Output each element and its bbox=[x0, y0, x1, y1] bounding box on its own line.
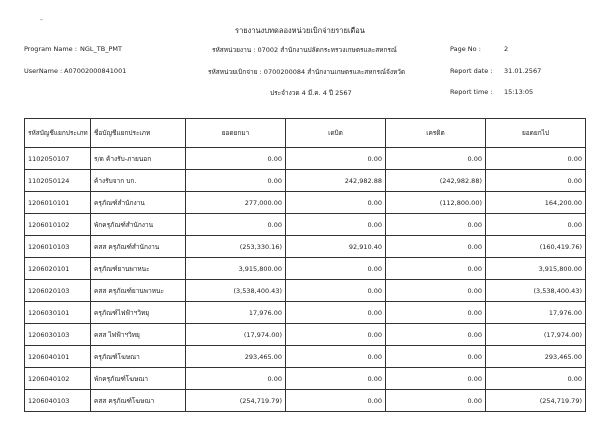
cell-account-code: 1206030101 bbox=[25, 302, 91, 324]
cell-credit: 0.00 bbox=[386, 324, 486, 346]
cell-debit: 0.00 bbox=[286, 214, 386, 236]
cell-account-code: 1102050107 bbox=[25, 148, 91, 170]
cell-opening-balance: 0.00 bbox=[186, 214, 286, 236]
cell-account-code: 1206030103 bbox=[25, 324, 91, 346]
cell-closing-balance: 17,976.00 bbox=[486, 302, 586, 324]
cell-closing-balance: 0.00 bbox=[486, 170, 586, 192]
cell-debit: 0.00 bbox=[286, 346, 386, 368]
col-opening-balance: ยอดยกมา bbox=[186, 119, 286, 148]
cell-credit: 0.00 bbox=[386, 346, 486, 368]
cell-credit: 0.00 bbox=[386, 280, 486, 302]
cell-credit: 0.00 bbox=[386, 258, 486, 280]
cell-account-code: 1206020103 bbox=[25, 280, 91, 302]
cell-opening-balance: 3,915,800.00 bbox=[186, 258, 286, 280]
cell-account-name: พักครุภัณฑ์โฆษณา bbox=[91, 368, 186, 390]
username-label: UserName : bbox=[24, 67, 63, 75]
cell-account-name: ครุภัณฑ์ไฟฟ้าฯวิทยุ bbox=[91, 302, 186, 324]
cell-account-name: ครุภัณฑ์โฆษณา bbox=[91, 346, 186, 368]
cell-closing-balance: 0.00 bbox=[486, 368, 586, 390]
cell-closing-balance: 164,200.00 bbox=[486, 192, 586, 214]
report-title: รายงานงบทดลองหน่วยเบิกจ่ายรายเดือน bbox=[235, 26, 365, 35]
cell-debit: 0.00 bbox=[286, 148, 386, 170]
cell-closing-balance: (160,419.76) bbox=[486, 236, 586, 258]
cell-account-name: คสส ไฟฟ้าฯวิทยุ bbox=[91, 324, 186, 346]
cell-credit: 0.00 bbox=[386, 214, 486, 236]
report-time-value: 15:13:05 bbox=[504, 88, 534, 96]
page-value: 2 bbox=[504, 45, 509, 53]
table-row bbox=[25, 280, 586, 302]
cell-account-code: 1206040101 bbox=[25, 346, 91, 368]
cell-account-name: คสส ครุภัณฑ์โฆษณา bbox=[91, 390, 186, 412]
cell-account-name: ร/ด ค้างรับ-ภายนอก bbox=[91, 148, 186, 170]
cell-credit: 0.00 bbox=[386, 148, 486, 170]
program-label: Program Name : bbox=[24, 45, 77, 53]
cell-closing-balance: 0.00 bbox=[486, 214, 586, 236]
cell-credit: (112,800.00) bbox=[386, 192, 486, 214]
program-value: NGL_TB_PMT bbox=[80, 45, 122, 53]
cell-debit: 0.00 bbox=[286, 192, 386, 214]
cell-closing-balance: (3,538,400.43) bbox=[486, 280, 586, 302]
cell-debit: 242,982.88 bbox=[286, 170, 386, 192]
table-row bbox=[25, 390, 586, 412]
cell-debit: 92,910.40 bbox=[286, 236, 386, 258]
col-account-code: รหัสบัญชีแยกประเภท bbox=[25, 119, 91, 148]
report-time-label: Report time : bbox=[450, 88, 493, 96]
table-row bbox=[25, 368, 586, 390]
cell-debit: 0.00 bbox=[286, 280, 386, 302]
cell-account-name: ครุภัณฑ์สำนักงาน bbox=[91, 192, 186, 214]
cell-opening-balance: 277,000.00 bbox=[186, 192, 286, 214]
cell-opening-balance: 17,976.00 bbox=[186, 302, 286, 324]
cell-opening-balance: (3,538,400.43) bbox=[186, 280, 286, 302]
cell-account-name: คสส ครุภัณฑ์สำนักงาน bbox=[91, 236, 186, 258]
table-row bbox=[25, 346, 586, 368]
cell-opening-balance: (254,719.79) bbox=[186, 390, 286, 412]
col-account-name: ชื่อบัญชีแยกประเภท bbox=[91, 119, 186, 148]
col-debit: เดบิต bbox=[286, 119, 386, 148]
cell-opening-balance: (253,330.16) bbox=[186, 236, 286, 258]
agency-code: รหัสหน่วยงาน : 07002 สำนักงานปลัดกระทรวงเกษตรและสหกรณ์ bbox=[212, 46, 397, 54]
table-row bbox=[25, 148, 586, 170]
cell-account-code: 1206040102 bbox=[25, 368, 91, 390]
cell-account-code: 1102050124 bbox=[25, 170, 91, 192]
table-row bbox=[25, 236, 586, 258]
table-row bbox=[25, 214, 586, 236]
cell-closing-balance: 0.00 bbox=[486, 148, 586, 170]
table-row bbox=[25, 170, 586, 192]
cell-account-name: ค้างรับจาก บก. bbox=[91, 170, 186, 192]
cell-opening-balance: 0.00 bbox=[186, 368, 286, 390]
cell-debit: 0.00 bbox=[286, 324, 386, 346]
cell-opening-balance: 0.00 bbox=[186, 170, 286, 192]
cell-opening-balance: 293,465.00 bbox=[186, 346, 286, 368]
table-header-row bbox=[25, 119, 586, 148]
col-closing-balance: ยอดยกไป bbox=[486, 119, 586, 148]
cell-credit: 0.00 bbox=[386, 368, 486, 390]
cell-account-name: คสส ครุภัณฑ์ยานพาหนะ bbox=[91, 280, 186, 302]
cell-account-name: ครุภัณฑ์ยานพาหนะ bbox=[91, 258, 186, 280]
scan-mark: - bbox=[40, 15, 43, 24]
cell-debit: 0.00 bbox=[286, 368, 386, 390]
cell-account-name: พักครุภัณฑ์สำนักงาน bbox=[91, 214, 186, 236]
cell-credit: 0.00 bbox=[386, 236, 486, 258]
cell-opening-balance: 0.00 bbox=[186, 148, 286, 170]
cell-account-code: 1206020101 bbox=[25, 258, 91, 280]
cell-debit: 0.00 bbox=[286, 258, 386, 280]
cell-account-code: 1206010102 bbox=[25, 214, 91, 236]
cell-closing-balance: (17,974.00) bbox=[486, 324, 586, 346]
table-row bbox=[25, 192, 586, 214]
cell-credit: 0.00 bbox=[386, 390, 486, 412]
cell-debit: 0.00 bbox=[286, 302, 386, 324]
cell-credit: (242,982.88) bbox=[386, 170, 486, 192]
report-date-value: 31.01.2567 bbox=[504, 67, 542, 75]
cell-opening-balance: (17,974.00) bbox=[186, 324, 286, 346]
cell-closing-balance: (254,719.79) bbox=[486, 390, 586, 412]
table-row bbox=[25, 324, 586, 346]
cell-credit: 0.00 bbox=[386, 302, 486, 324]
col-credit: เครดิต bbox=[386, 119, 486, 148]
cell-debit: 0.00 bbox=[286, 390, 386, 412]
cell-account-code: 1206040103 bbox=[25, 390, 91, 412]
report-date-label: Report date : bbox=[450, 67, 493, 75]
cell-closing-balance: 293,465.00 bbox=[486, 346, 586, 368]
username-value: A07002000841001 bbox=[64, 67, 127, 75]
table-row bbox=[25, 258, 586, 280]
trial-balance-table bbox=[24, 118, 586, 412]
cell-account-code: 1206010101 bbox=[25, 192, 91, 214]
table-row bbox=[25, 302, 586, 324]
disbursement-unit: รหัสหน่วยเบิกจ่าย : 0700200084 สำนักงานเกษตรและสหกรณ์จังหวัด bbox=[208, 68, 406, 76]
report-period: ประจำงวด 4 มี.ค. 4 ปี 2567 bbox=[270, 89, 352, 97]
page-label: Page No : bbox=[450, 45, 481, 53]
cell-closing-balance: 3,915,800.00 bbox=[486, 258, 586, 280]
cell-account-code: 1206010103 bbox=[25, 236, 91, 258]
